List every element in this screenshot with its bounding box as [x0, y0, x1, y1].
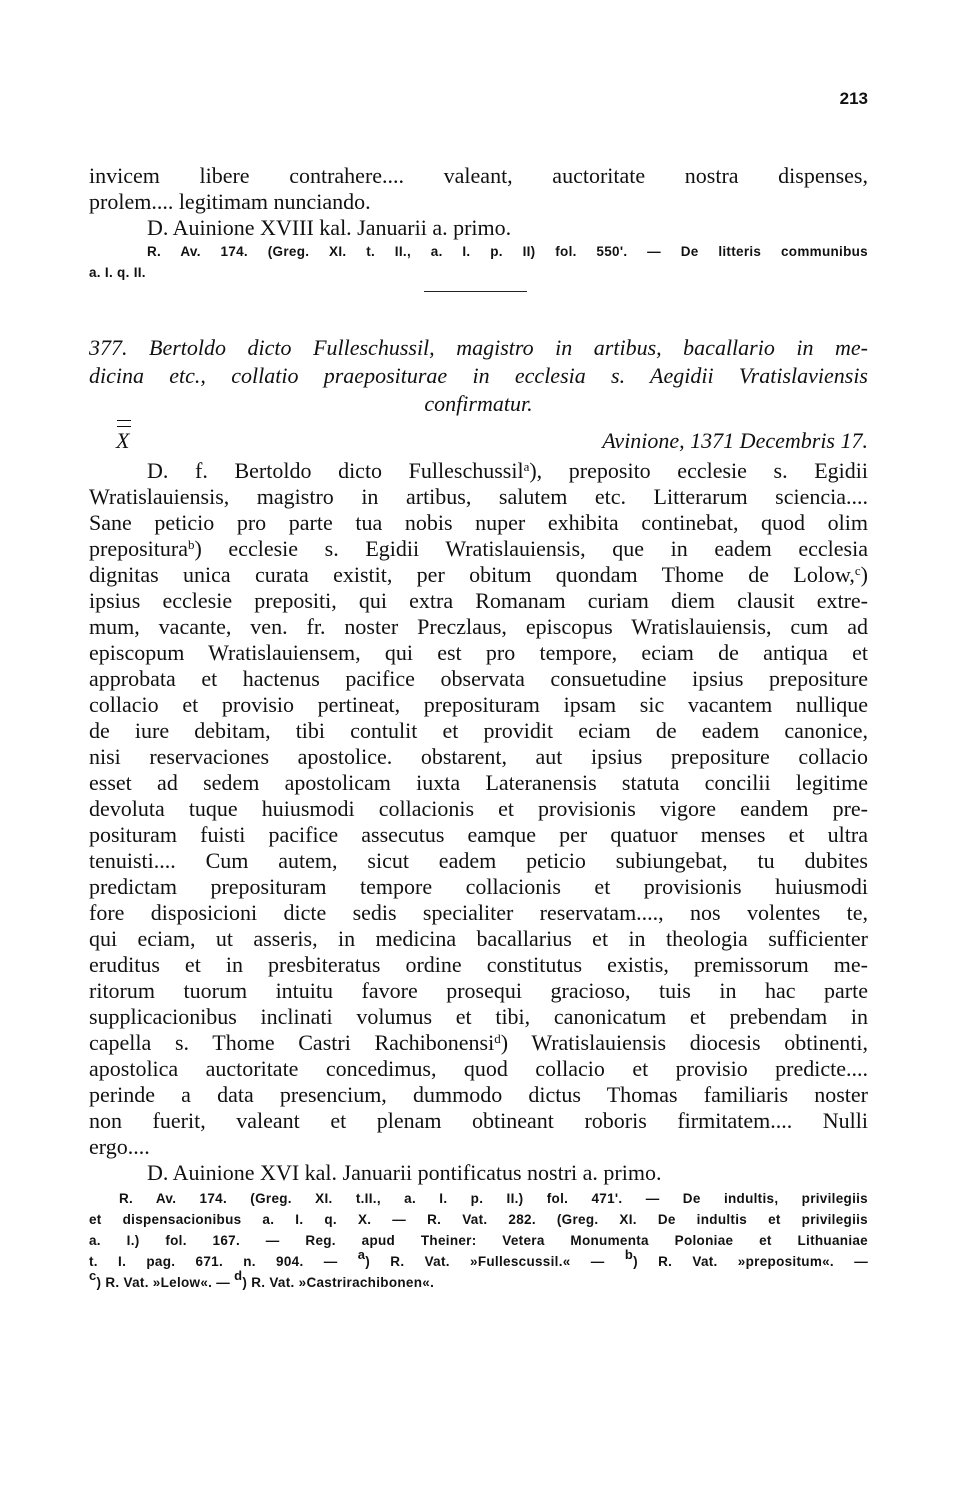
- document-heading-line-2: dicina etc., collatio praepositurae in ecclesia s. Aegidii Vratislaviensis: [89, 363, 868, 388]
- body-line: perinde a data presencium, dummodo dictus Thomas familiaris noster: [89, 1082, 868, 1107]
- intro-reference-line-2: a. I. q. II.: [89, 265, 146, 280]
- reference-line: $^c$) R. Vat. »Lelow«. — $^d$) R. Vat. »Castrirachibonen«.: [89, 1268, 435, 1290]
- body-line: fore disposicioni dicte sedis specialiter reservatam...., nos volentes te,: [89, 900, 868, 925]
- reference-line: R. Av. 174. (Greg. XI. t.II., a. I. p. II.) fol. 471'. — De indultis, privilegiis: [119, 1191, 868, 1206]
- body-line: dignitas unica curata existit, per obitum quondam Thome de Lolow,$^c$): [89, 562, 868, 587]
- body-line: qui eciam, ut asseris, in medicina bacallarius et in theologia sufficienter: [89, 926, 868, 951]
- body-line: ergo....: [89, 1134, 150, 1159]
- body-line: Sane peticio pro parte tua nobis nuper exhibita continebat, quod olim: [89, 510, 868, 535]
- body-line: esset ad sedem apostolicam iuxta Lateranensis statuta concilii legitime: [89, 770, 868, 795]
- separator-rule: [424, 291, 527, 292]
- closing-date: D. Auinione XVI kal. Januarii pontificatus nostri a. primo.: [147, 1160, 662, 1185]
- intro-line-1: invicem libere contrahere.... valeant, auctoritate nostra dispenses,: [89, 163, 868, 188]
- intro-date: D. Auinione XVIII kal. Januarii a. primo.: [147, 215, 512, 240]
- body-line: devoluta tuque huiusmodi collacionis et provisionis vigore eandem pre-: [89, 796, 868, 821]
- body-line: collacio et provisio pertineat, preposituram ipsam sic vacantem nullique: [89, 692, 868, 717]
- body-line: eruditus et in presbiteratus ordine constitutus existis, premissorum me-: [89, 952, 868, 977]
- original-mark-overbars: [117, 420, 131, 427]
- body-line: non fuerit, valeant et plenam obtineant roboris firmitatem.... Nulli: [89, 1108, 868, 1133]
- body-line: Wratislauiensis, magistro in artibus, salutem etc. Litterarum sciencia....: [89, 484, 868, 509]
- intro-reference-line-1: R. Av. 174. (Greg. XI. t. II., a. I. p. II) fol. 550'. — De litteris communibus: [147, 244, 868, 259]
- body-line: nisi reservaciones apostolice. obstarent, aut ipsius prepositure collacio: [89, 744, 868, 769]
- body-line: episcopum Wratislauiensem, qui est pro tempore, eciam de antiqua et: [89, 640, 868, 665]
- body-line: posituram fuisti pacifice assecutus eamque per quatuor menses et ultra: [89, 822, 868, 847]
- body-line: approbata et hactenus pacifice observata consuetudine ipsius prepositure: [89, 666, 868, 691]
- body-line: capella s. Thome Castri Rachibonensi$^d$) Wratislauiensis diocesis obtinenti,: [89, 1030, 868, 1055]
- document-heading-line-3: confirmatur.: [424, 391, 533, 416]
- body-line: supplicacionibus inclinati volumus et tibi, canonicatum et prebendam in: [89, 1004, 868, 1029]
- heading-text-1: Bertoldo dicto Fulleschussil, magistro in artibus, bacallario in me-: [149, 335, 868, 360]
- body-line: tenuisti.... Cum autem, sicut eadem peticio subiungebat, tu dubites: [89, 848, 868, 873]
- intro-line-2: prolem.... legitimam nunciando.: [89, 189, 371, 214]
- body-line: ritorum tuorum intuitu favore prosequi gracioso, tuis in hac parte: [89, 978, 868, 1003]
- page-number: 213: [839, 89, 868, 108]
- body-line: D. f. Bertoldo dicto Fulleschussil$^a$), preposito ecclesie s. Egidii: [147, 458, 868, 483]
- body-line: de iure debitam, tibi contulit et providit eciam de eadem canonice,: [89, 718, 868, 743]
- body-line: predictam preposituram tempore collacionis et provisionis huiusmodi: [89, 874, 868, 899]
- document-heading-line-1: [89, 335, 868, 361]
- place-date: Avinione, 1371 Decembris 17.: [602, 428, 868, 453]
- body-line: apostolica auctoritate concedimus, quod collacio et provisio predicte....: [89, 1056, 868, 1081]
- body-line: mum, vacante, ven. fr. noster Preczlaus, episcopus Wratislauiensis, cum ad: [89, 614, 868, 639]
- document-number: 377.: [89, 335, 128, 360]
- body-line: ipsius ecclesie prepositi, qui extra Romanam curiam diem clausit extre-: [89, 588, 868, 613]
- reference-line: t. I. pag. 671. n. 904. — $^a$) R. Vat. »Fullescussil.« — $^b$) R. Vat. »prepositum«. —: [89, 1247, 868, 1269]
- original-mark-letter: X: [116, 428, 130, 453]
- reference-line: a. I.) fol. 167. — Reg. apud Theiner: Vetera Monumenta Poloniae et Lithuaniae: [89, 1233, 868, 1248]
- reference-line: et dispensacionibus a. I. q. X. — R. Vat. 282. (Greg. XI. De indultis et privilegiis: [89, 1212, 868, 1227]
- body-line: prepositura$^b$) ecclesie s. Egidii Wratislauiensis, que in eadem ecclesia: [89, 536, 868, 561]
